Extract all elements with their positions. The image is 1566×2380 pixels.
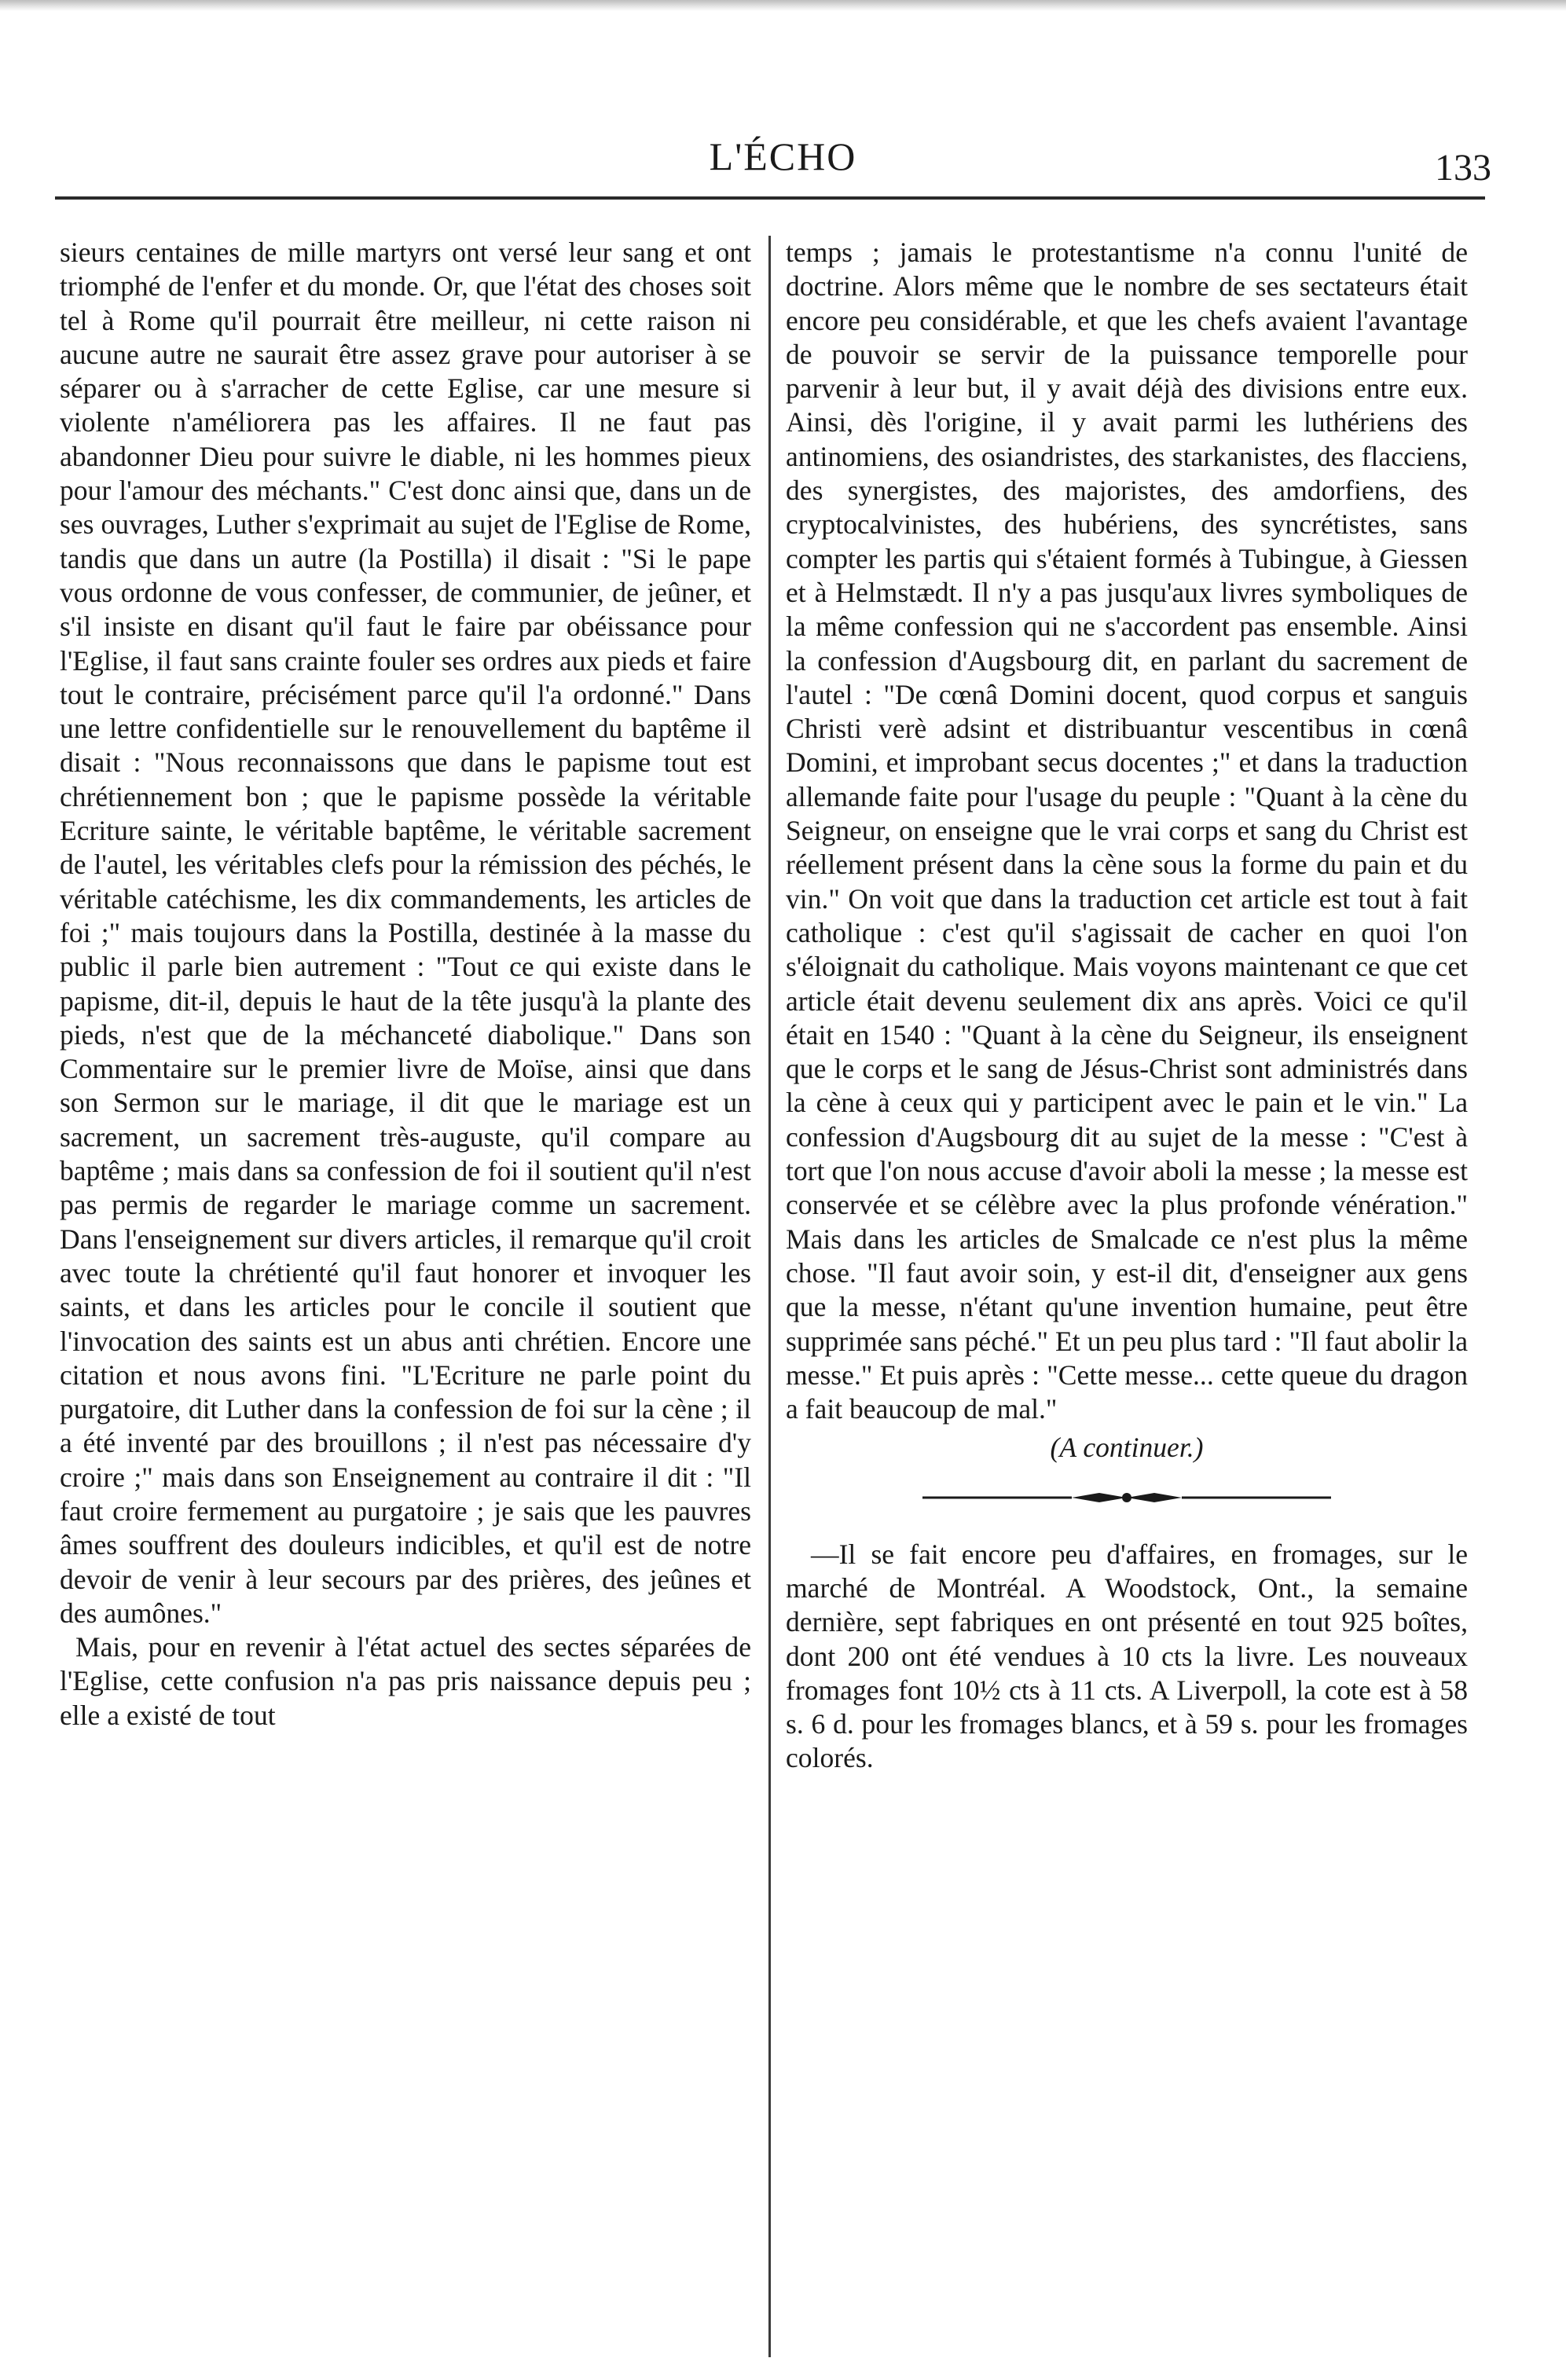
header-rule [55,196,1485,200]
to-be-continued: (A continuer.) [1050,1432,1204,1464]
right-column [786,236,1468,1776]
cheese-market-news: —Il se fait encore peu d'affaires, en fromages, sur le marché de Montréal. A Woodstock, Ont., la semaine dernière, sept fabriques en ont présenté en tout 925 boîtes, dont 200 ont été vendues à 10 cts la livre. Les nouveaux fromages font 10½ cts à 11 cts. A Liverpoll, la cote est à 58 s. 6 d. pour les fromages blancs, et à 59 s. pour les fromages colorés. [786,1538,1468,1774]
page-number: 133 [1435,147,1491,189]
page-header-title: L'ÉCHO [709,134,857,178]
page-top-edge [0,0,1566,11]
left-paragraph-2: Mais, pour en revenir à l'état actuel des sectes séparées de l'Eglise, cette confusion n'a pas pris naissance depuis peu ; elle a existé de tout [60,1631,751,1731]
ornament-divider [922,1489,1331,1506]
right-paragraph-1: temps ; jamais le protestantisme n'a connu l'unité de doctrine. Alors même que le nombre de ses sectateurs était encore peu considérable, et que les chefs avaient l'avantage de pouvoir se servir de la puissance temporelle pour parvenir à leur but, il y avait déjà des divisions entre eux. Ainsi, dès l'origine, il y avait parmi les luthériens des antinomiens, des osiandristes, des starkanistes, des flacciens, des synergistes, des majoristes, des amdorfiens, des cryptocalvinistes, des hubériens, des syncrétistes, sans compter les partis qui s'étaient formés à Tubingue, à Giessen et à Helmstædt. Il n'y a pas jusqu'aux livres symboliques de la même confession qui ne s'accordent pas ensemble. Ainsi la confession d'Augsbourg dit, en parlant du sacrement de l'autel : "De cœnâ Domini docent, quod corpus et sanguis Christi verè adsint et distribuantur vescentibus in cœnâ Domini, et improbant secus docentes ;" et dans la traduction allemande faite pour l'usage du peuple : "Quant à la cène du Seigneur, on enseigne que le vrai corps et sang du Christ est réellement présent dans la cène sous la forme du pain et du vin." On voit que dans la traduction cet article est tout à fait catholique : c'est qu'il s'agissait de cacher en quoi l'on s'éloignait du catholique. Mais voyons maintenant ce que cet article était devenu seulement dix ans après. Voici ce qu'il était en 1540 : "Quant à la cène du Seigneur, ils enseignent que le corps et le sang de Jésus-Christ sont administrés dans la cène à ceux qui y participent avec le pain et le vin." La confession d'Augsbourg dit au sujet de la messe : "C'est à tort que l'on nous accuse d'avoir aboli la messe ; la messe est conservée et se célèbre avec la plus profonde vénération." Mais dans les articles de Smalcade ce n'est plus la même chose. "Il faut avoir soin, y est-il dit, d'enseigner aux gens que la messe, n'étant qu'une invention humaine, peut être supprimée sans péché." Et un peu plus tard : "Il faut abolir la messe." Et puis après : "Cette messe... cette queue du dragon a fait beaucoup de mal." [786,237,1468,1425]
column-divider [768,236,771,2357]
left-column [60,236,751,1733]
left-paragraph-1: sieurs centaines de mille martyrs ont versé leur sang et ont triomphé de l'enfer et du monde. Or, que l'état des choses soit tel à Rome qu'il pourrait être meilleur, ni cette raison ni aucune autre ne saurait être assez grave pour autoriser à se séparer ou à s'arracher de cette Eglise, car une mesure si violente n'améliorera pas les affaires. Il ne faut pas abandonner Dieu pour suivre le diable, ni les hommes pieux pour l'amour des méchants." C'est donc ainsi que, dans un de ses ouvrages, Luther s'exprimait au sujet de l'Eglise de Rome, tandis que dans un autre (la Postilla) il disait : "Si le pape vous ordonne de vous confesser, de communier, de jeûner, et s'il insiste en disant qu'il faut le faire par obéissance pour l'Eglise, il faut sans crainte fouler ses ordres aux pieds et faire tout le contraire, précisément parce qu'il l'a ordonné." Dans une lettre confidentielle sur le renouvellement du baptême il disait : "Nous reconnaissons que dans le papisme tout est chrétiennement bon ; que le papisme possède la véritable Ecriture sainte, le véritable baptême, le véritable sacrement de l'autel, les véritables clefs pour la rémission des péchés, le véritable catéchisme, les dix commandements, les articles de foi ;" mais toujours dans la Postilla, destinée à la masse du public il parle bien autrement : "Tout ce qui existe dans le papisme, dit-il, depuis le haut de la tête jusqu'à la plante des pieds, n'est que de la méchanceté diabolique." Dans son Commentaire sur le premier livre de Moïse, ainsi que dans son Sermon sur le mariage, il dit que le mariage est un sacrement, un sacrement très-auguste, qu'il compare au baptême ; mais dans sa confession de foi il soutient qu'il n'est pas permis de regarder le mariage comme un sacrement. Dans l'enseignement sur divers articles, il remarque qu'il croit avec toute la chrétienté qu'il faut honorer et invoquer les saints, et dans les articles pour le concile il soutient que l'invocation des saints est un abus anti chrétien. Encore une citation et nous avons fini. "L'Ecriture ne parle point du purgatoire, dit Luther dans la confession de foi sur la cène ; il a été inventé par des brouillons ; il n'est pas nécessaire d'y croire ;" mais dans son Enseignement au contraire il dit : "Il faut croire fermement au purgatoire ; je sais que les pauvres âmes souffrent des douleurs indicibles, et qu'il est de notre devoir de venir à leur secours par des prières, des jeûnes et des aumônes." [60,237,751,1629]
